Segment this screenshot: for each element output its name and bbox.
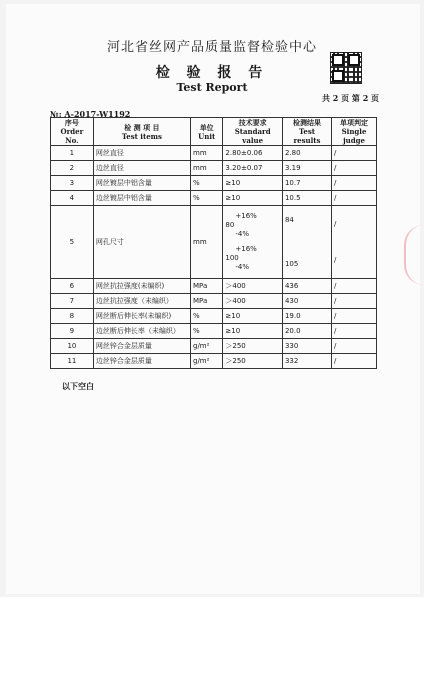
cell-judge: [332, 206, 377, 279]
cell-standard: ≥10: [223, 191, 283, 206]
cell-result: 436: [282, 279, 331, 294]
cell-standard: ≥10: [223, 176, 283, 191]
seal-stamp-fragment: [404, 225, 424, 285]
cell-order-no: 4: [51, 191, 94, 206]
qr-code-icon: [330, 52, 362, 84]
result-a: 84: [284, 216, 294, 224]
table-row: [51, 146, 377, 161]
cell-test-item: 网丝直径: [93, 146, 190, 161]
cell-order-no: 8: [51, 309, 94, 324]
cell-unit: g/m²: [191, 339, 223, 354]
cell-test-item: 网孔尺寸: [93, 206, 190, 279]
cell-test-item: 边丝断后伸长率（未编织）: [93, 324, 190, 339]
cell-order-no: 7: [51, 294, 94, 309]
cell-judge: /: [332, 161, 377, 176]
cell-judge: /: [332, 339, 377, 354]
cell-judge: /: [332, 146, 377, 161]
cell-test-item: 边丝镀层中铝含量: [93, 191, 190, 206]
table-row: [51, 191, 377, 206]
table-row: [51, 279, 377, 294]
result-b: 105: [284, 260, 299, 268]
standard-b-plus: +16%: [235, 245, 257, 253]
cell-test-item: 边丝直径: [93, 161, 190, 176]
report-number: №: A-2017-W1192: [50, 109, 131, 119]
cell-order-no: 5: [51, 206, 94, 279]
standard-b-base: 100: [225, 254, 239, 262]
cell-order-no: 6: [51, 279, 94, 294]
cell-standard: ≥10: [223, 324, 283, 339]
table-header-row: [51, 118, 377, 146]
header-test-results: 检测结果 Test results: [282, 118, 331, 146]
cell-unit: MPa: [191, 279, 223, 294]
header-standard-value: 技术要求 Standard value: [223, 118, 283, 146]
cell-unit: g/m²: [191, 354, 223, 369]
standard-a-minus: -4%: [235, 230, 250, 238]
cell-unit: %: [191, 176, 223, 191]
cell-unit: mm: [191, 206, 223, 279]
cell-result: 10.7: [282, 176, 331, 191]
cell-test-item: 网丝抗拉强度(未编织): [93, 279, 190, 294]
table-row: [51, 309, 377, 324]
cell-standard: ≥10: [223, 309, 283, 324]
cell-order-no: 1: [51, 146, 94, 161]
standard-a-plus: +16%: [235, 212, 257, 220]
judge-a: /: [334, 220, 337, 228]
cell-result: 332: [282, 354, 331, 369]
cell-standard: 3.20±0.07: [223, 161, 283, 176]
header-order-no: 序号 Order No.: [51, 118, 94, 146]
cell-judge: /: [332, 309, 377, 324]
cell-judge: /: [332, 354, 377, 369]
cell-judge: /: [332, 324, 377, 339]
cell-judge: /: [332, 191, 377, 206]
organization-title: 河北省丝网产品质量监督检验中心: [106, 40, 317, 55]
standard-b-minus: -4%: [235, 263, 250, 271]
table-row: [51, 339, 377, 354]
cell-result: 3.19: [282, 161, 331, 176]
report-title-en: Test Report: [176, 81, 248, 94]
cell-order-no: 10: [51, 339, 94, 354]
cell-standard: 2.80±0.06: [223, 146, 283, 161]
cell-test-item: 网丝断后伸长率(未编织): [93, 309, 190, 324]
cell-test-item: 网丝锌合金层质量: [93, 339, 190, 354]
table-row: [51, 176, 377, 191]
cell-judge: /: [332, 294, 377, 309]
cell-result: 10.5: [282, 191, 331, 206]
cell-test-item: 边丝抗拉强度（未编织）: [93, 294, 190, 309]
header-single-judge: 单项判定 Single judge: [332, 118, 377, 146]
cell-result: 430: [282, 294, 331, 309]
cell-unit: %: [191, 309, 223, 324]
cell-test-item: 边丝锌合金层质量: [93, 354, 190, 369]
cell-result: [282, 206, 331, 279]
cell-unit: mm: [191, 161, 223, 176]
cell-unit: %: [191, 191, 223, 206]
cell-standard: ＞400: [223, 294, 283, 309]
table-row: [51, 324, 377, 339]
cell-result: 19.0: [282, 309, 331, 324]
cell-standard: ＞400: [223, 279, 283, 294]
cell-order-no: 9: [51, 324, 94, 339]
cell-standard: ＞250: [223, 339, 283, 354]
table-row: [51, 206, 377, 279]
table-row: [51, 161, 377, 176]
cell-unit: mm: [191, 146, 223, 161]
judge-b: /: [334, 256, 337, 264]
cell-result: 2.80: [282, 146, 331, 161]
cell-order-no: 11: [51, 354, 94, 369]
table-row: [51, 294, 377, 309]
cell-test-item: 网丝镀层中铝含量: [93, 176, 190, 191]
cell-order-no: 3: [51, 176, 94, 191]
cell-judge: /: [332, 279, 377, 294]
cell-result: 330: [282, 339, 331, 354]
cell-unit: MPa: [191, 294, 223, 309]
cell-unit: %: [191, 324, 223, 339]
standard-a-base: 80: [225, 221, 235, 229]
cell-standard: [223, 206, 283, 279]
page-count: 共 2 页 第 2 页: [322, 93, 380, 103]
cell-judge: /: [332, 176, 377, 191]
cell-order-no: 2: [51, 161, 94, 176]
header-unit: 单位 Unit: [191, 118, 223, 146]
cell-standard: ＞250: [223, 354, 283, 369]
report-title-cn: 检 验 报 告: [155, 65, 269, 81]
test-results-table: [50, 117, 377, 369]
footer-note: 以下空白: [62, 381, 94, 391]
header-test-items: 检 测 项 目 Test items: [93, 118, 190, 146]
table-row: [51, 354, 377, 369]
cell-result: 20.0: [282, 324, 331, 339]
